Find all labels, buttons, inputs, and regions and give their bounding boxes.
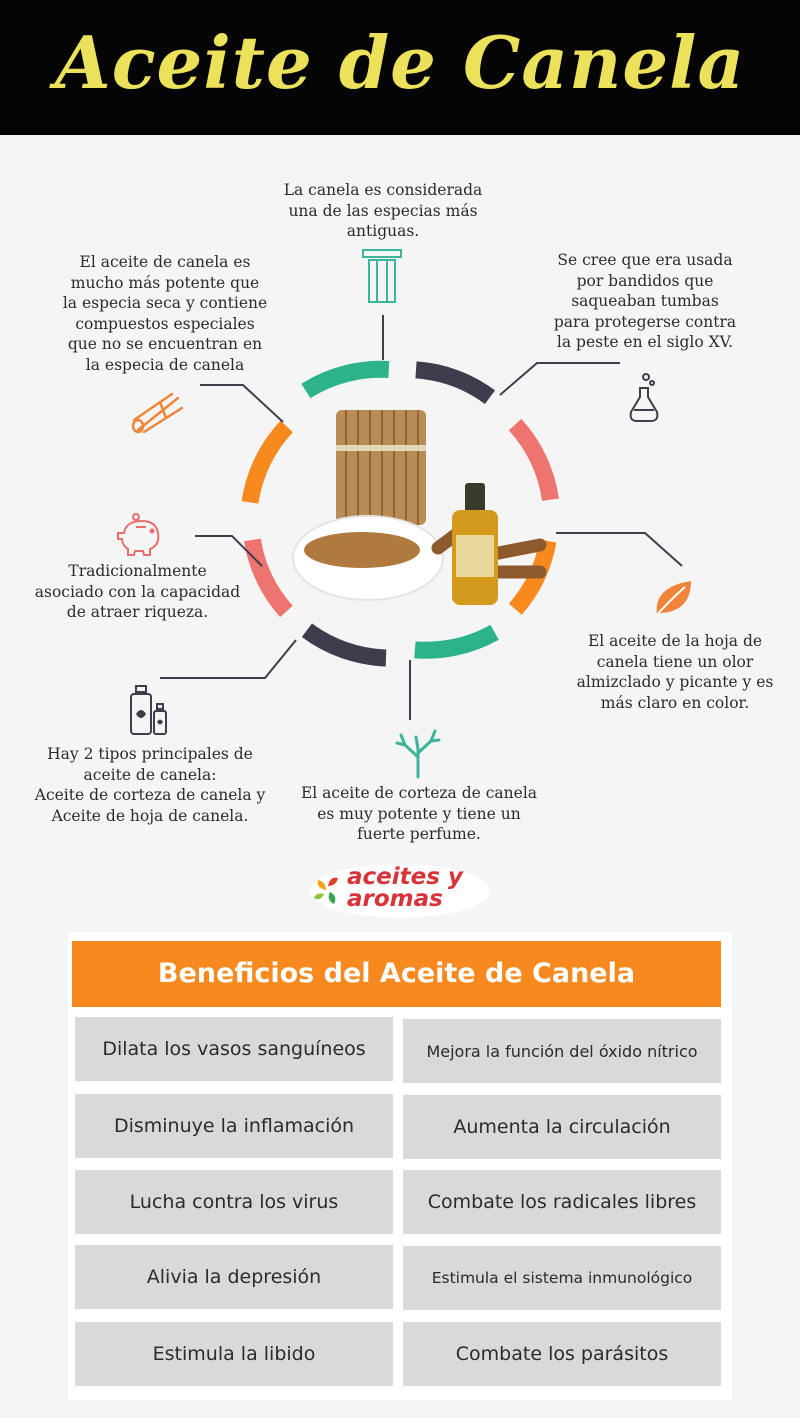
benefit-item: Mejora la función del óxido nítrico (403, 1019, 721, 1083)
brand-logo-line1: aceites y (347, 864, 463, 890)
piggy-bank-icon (116, 513, 164, 557)
ring-segment-bottom-right (415, 632, 495, 650)
connector-left-bottom (160, 640, 296, 678)
fact-bottom: El aceite de corteza de canela es muy potente y tiene un fuerte perfume. (300, 784, 538, 843)
oil-bottles-icon (128, 684, 168, 736)
brand-logo-line2: aromas (347, 886, 443, 912)
leaf-icon (651, 577, 695, 619)
ring-segment-left-top (250, 426, 287, 502)
fact-right-middle: El aceite de la hoja de canela tiene un olor almizclado y picante y es más claro en color. (576, 632, 774, 712)
tree-icon (395, 727, 441, 779)
flask-icon (627, 372, 661, 424)
cinnamon-photo (293, 410, 540, 605)
benefit-item: Combate los radicales libres (403, 1170, 721, 1234)
ring-segment-bottom-left (307, 630, 386, 658)
benefit-item: Combate los parásitos (403, 1322, 721, 1386)
benefit-item: Disminuye la inflamación (75, 1094, 393, 1158)
fact-left-bottom: Hay 2 tipos principales de aceite de canela: Aceite de corteza de canela y Aceite de hoja de canela. (34, 745, 266, 825)
brand-logo-text (347, 866, 463, 910)
connector-right-middle (556, 533, 682, 566)
column-icon (360, 248, 404, 306)
ring-segment-right-bottom (515, 541, 548, 609)
benefit-item: Alivia la depresión (75, 1245, 393, 1309)
benefit-item: Estimula el sistema inmunológico (403, 1246, 721, 1310)
benefit-item: Aumenta la circulación (403, 1095, 721, 1159)
benefit-item: Lucha contra los virus (75, 1170, 393, 1234)
fact-left-top: El aceite de canela es mucho más potente que la especia seca y contiene compuestos especiales que no se encuentran en la especia de canela (62, 253, 268, 374)
fact-top: La canela es considerada una de las especias más antiguas. (283, 181, 483, 240)
connector-left-top (200, 385, 283, 422)
page-title: Aceite de Canela (54, 20, 746, 105)
fact-left-middle: Tradicionalmente asociado con la capacidad de atraer riqueza. (34, 562, 241, 621)
benefit-item: Estimula la libido (75, 1322, 393, 1386)
benefit-item: Dilata los vasos sanguíneos (75, 1017, 393, 1081)
ring-segment-right-top (515, 425, 550, 500)
cinnamon-sticks-icon (130, 390, 186, 434)
fact-right-top: Se cree que era usada por bandidos que saqueaban tumbas para protegerse contra la peste en el siglo XV. (553, 251, 737, 351)
connector-right-top (500, 363, 620, 395)
ring-segment-top-right (416, 370, 490, 397)
benefits-title: Beneficios del Aceite de Canela (72, 941, 721, 1007)
ring-segment-top-left (306, 369, 389, 391)
